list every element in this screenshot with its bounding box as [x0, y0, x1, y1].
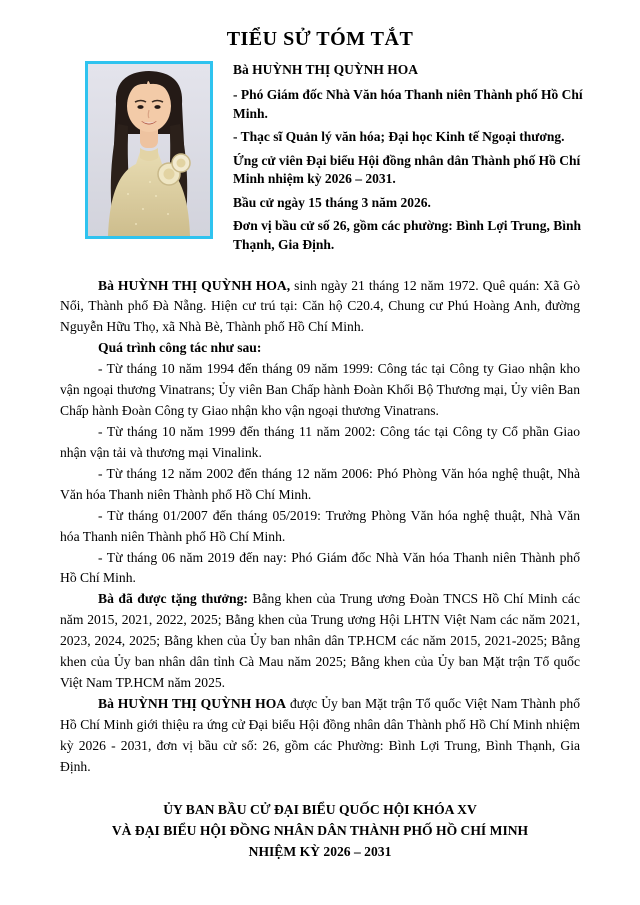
footer-line: NHIỆM KỲ 2026 – 2031 — [248, 843, 392, 859]
header-line-education: - Thạc sĩ Quản lý văn hóa; Đại học Kinh tế Ngoại thương. — [233, 129, 565, 145]
footer-line: ỦY BAN BẦU CỬ ĐẠI BIỂU QUỐC HỘI KHÓA XV — [163, 801, 477, 817]
awards-text: Bằng khen của Trung ương Đoàn TNCS Hồ Chí Minh các năm 2015, 2021, 2022, 2025; Bằng khen của Trung ương Hội LHTN Việt Nam các năm 2021, 2023, 2024, 2025; Bằng khen của Ủy ban nhân dân TP.HCM các năm 2015, 2021-2025; Bằng khen của Ủy ban nhân dân tỉnh Cà Mau năm 2025; Bằng khen của Ủy ban Mặt trận Tổ quốc Việt Nam TP.HCM năm 2025. — [60, 591, 580, 691]
career-item: - Từ tháng 06 năm 2019 đến nay: Phó Giám đốc Nhà Văn hóa Thanh niên Thành phố Hồ Chí Minh. — [60, 549, 580, 586]
career-item: - Từ tháng 10 năm 1999 đến tháng 11 năm 2002: Công tác tại Công ty Cổ phần Giao nhận vận tải và thương mại Vinalink. — [60, 423, 580, 460]
intro-paragraph — [60, 276, 580, 339]
intro-name: Bà HUỲNH THỊ QUỲNH HOA, — [98, 277, 291, 293]
candidate-name: Bà HUỲNH THỊ QUỲNH HOA — [233, 62, 419, 77]
election-committee-footer — [0, 799, 640, 862]
intro-text: sinh ngày 21 tháng 12 năm 1972. Quê quán: Xã Gò Nổi, Thành phố Đà Nẵng. Hiện cư trú tại: Căn hộ C20.4, Chung cư Phú Hoàng Anh, đường Nguyễn Hữu Thọ, xã Nhà Bè, Thành phố Hồ Chí Minh. — [60, 277, 580, 335]
nomination-text: được Ủy ban Mặt trận Tổ quốc Việt Nam Thành phố Hồ Chí Minh giới thiệu ra ứng cử Đại biểu Hội đồng nhân dân Thành phố Hồ Chí Minh nhiệm kỳ 2026 - 2031, đơn vị bầu cử số: 26, gồm các Phường: Bình Lợi Trung, Bình Thạnh, Gia Định. — [60, 695, 580, 774]
header-line-election-date: Bầu cử ngày 15 tháng 3 năm 2026. — [233, 194, 431, 210]
awards-paragraph — [60, 589, 580, 694]
career-heading: Quá trình công tác như sau: — [98, 340, 262, 356]
portrait-illustration — [88, 64, 210, 236]
nomination-paragraph — [60, 694, 580, 778]
career-item: - Từ tháng 12 năm 2002 đến tháng 12 năm 2006: Phó Phòng Văn hóa nghệ thuật, Nhà Văn hóa Thanh niên Thành phố Hồ Chí Minh. — [60, 465, 580, 502]
header-line-election-unit: Đơn vị bầu cử số 26, gồm các phường: Bình Lợi Trung, Bình Thạnh, Gia Định. — [233, 218, 581, 253]
biography-body — [60, 276, 580, 778]
header-line-candidacy: Ứng cử viên Đại biểu Hội đồng nhân dân Thành phố Hồ Chí Minh nhiệm kỳ 2026 – 2031. — [233, 152, 581, 187]
nomination-name: Bà HUỲNH THỊ QUỲNH HOA — [98, 695, 287, 711]
footer-line: VÀ ĐẠI BIỂU HỘI ĐỒNG NHÂN DÂN THÀNH PHỐ HỒ CHÍ MINH — [111, 822, 529, 838]
header-info — [233, 61, 606, 260]
career-item: - Từ tháng 01/2007 đến tháng 05/2019: Trưởng Phòng Văn hóa nghệ thuật, Nhà Văn hóa Thanh niên Thành phố Hồ Chí Minh. — [60, 507, 580, 544]
awards-lead: Bà đã được tặng thưởng: — [98, 591, 248, 607]
document-title: TIỂU SỬ TÓM TẮT — [226, 28, 414, 50]
candidate-portrait-photo — [85, 61, 213, 239]
header-section — [85, 61, 606, 260]
header-line-position: - Phó Giám đốc Nhà Văn hóa Thanh niên Thành phố Hồ Chí Minh. — [233, 86, 583, 121]
career-item: - Từ tháng 10 năm 1994 đến tháng 09 năm 1999: Công tác tại Công ty Giao nhận kho vận ngoại thương Vinatrans; Ủy viên Ban Chấp hành Đoàn Khối Bộ Thương mại, Ủy viên Ban Chấp hành Đoàn Công ty Giao nhận kho vận ngoại thương Vinatrans. — [60, 361, 580, 419]
